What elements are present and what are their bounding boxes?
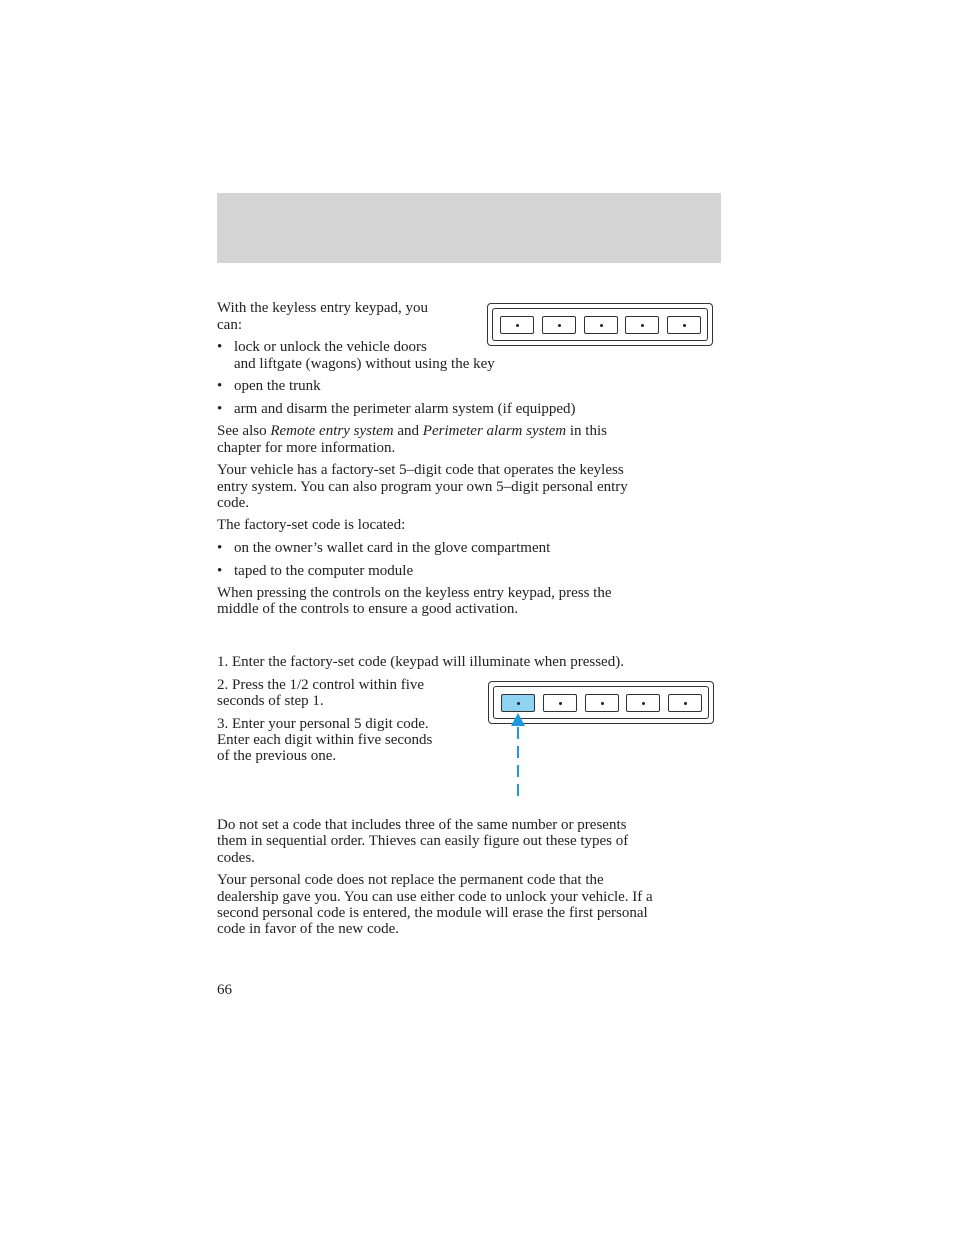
factory-code-line-3: code.: [217, 495, 250, 511]
step-2-line-2: seconds of step 1.: [217, 693, 324, 709]
step-3-line-2: Enter each digit within five seconds: [217, 732, 433, 748]
page-number: 66: [217, 982, 232, 998]
personal-code-line-4: code in favor of the new code.: [217, 921, 400, 937]
step-3-line-3: of the previous one.: [217, 748, 337, 764]
personal-code-line-2: dealership gave you. You can use either code to unlock your vehicle. If a: [217, 889, 653, 905]
factory-code-line-1: Your vehicle has a factory-set 5–digit code that operates the keyless: [217, 462, 624, 478]
bullet-icon: •: [217, 540, 223, 556]
bullet-icon: •: [217, 339, 223, 355]
personal-code-line-3: second personal code is entered, the module will erase the first personal: [217, 905, 648, 921]
located-lead: The factory-set code is located:: [217, 517, 406, 533]
warning-line-1: Do not set a code that includes three of the same number or presents: [217, 817, 627, 833]
bullet-icon: •: [217, 401, 223, 417]
list-item-text: arm and disarm the perimeter alarm system (if equipped): [234, 401, 576, 417]
intro-line-2: can:: [217, 317, 242, 333]
arrow-head-icon: [511, 713, 525, 726]
see-also-prefix: See also: [217, 423, 271, 439]
bullet-icon: •: [217, 563, 223, 579]
list-item-text: on the owner’s wallet card in the glove compartment: [234, 540, 551, 556]
bullet-icon: •: [217, 378, 223, 394]
list-item-text: taped to the computer module: [234, 563, 414, 579]
step-3-line-1: 3. Enter your personal 5 digit code.: [217, 716, 429, 732]
list-item-text: lock or unlock the vehicle doors: [234, 339, 427, 355]
see-also-mid: and: [393, 423, 423, 439]
pressing-line-1: When pressing the controls on the keyless entry keypad, press the: [217, 585, 612, 601]
intro-line-1: With the keyless entry keypad, you: [217, 300, 429, 316]
factory-code-line-2: entry system. You can also program your own 5–digit personal entry: [217, 479, 628, 495]
see-also-suffix: in this: [566, 423, 607, 439]
remote-entry-reference: Remote entry system: [270, 423, 394, 439]
perimeter-alarm-reference: Perimeter alarm system: [422, 423, 567, 439]
pressing-line-2: middle of the controls to ensure a good activation.: [217, 601, 519, 617]
warning-line-2: them in sequential order. Thieves can easily figure out these types of: [217, 833, 629, 849]
step-1: 1. Enter the factory-set code (keypad will illuminate when pressed).: [217, 654, 624, 670]
list-item-text: and liftgate (wagons) without using the key: [234, 356, 495, 372]
personal-code-line-1: Your personal code does not replace the permanent code that the: [217, 872, 604, 888]
step-2-line-1: 2. Press the 1/2 control within five: [217, 677, 425, 693]
see-also-line-2: chapter for more information.: [217, 440, 396, 456]
warning-line-3: codes.: [217, 850, 255, 866]
list-item-text: open the trunk: [234, 378, 321, 394]
